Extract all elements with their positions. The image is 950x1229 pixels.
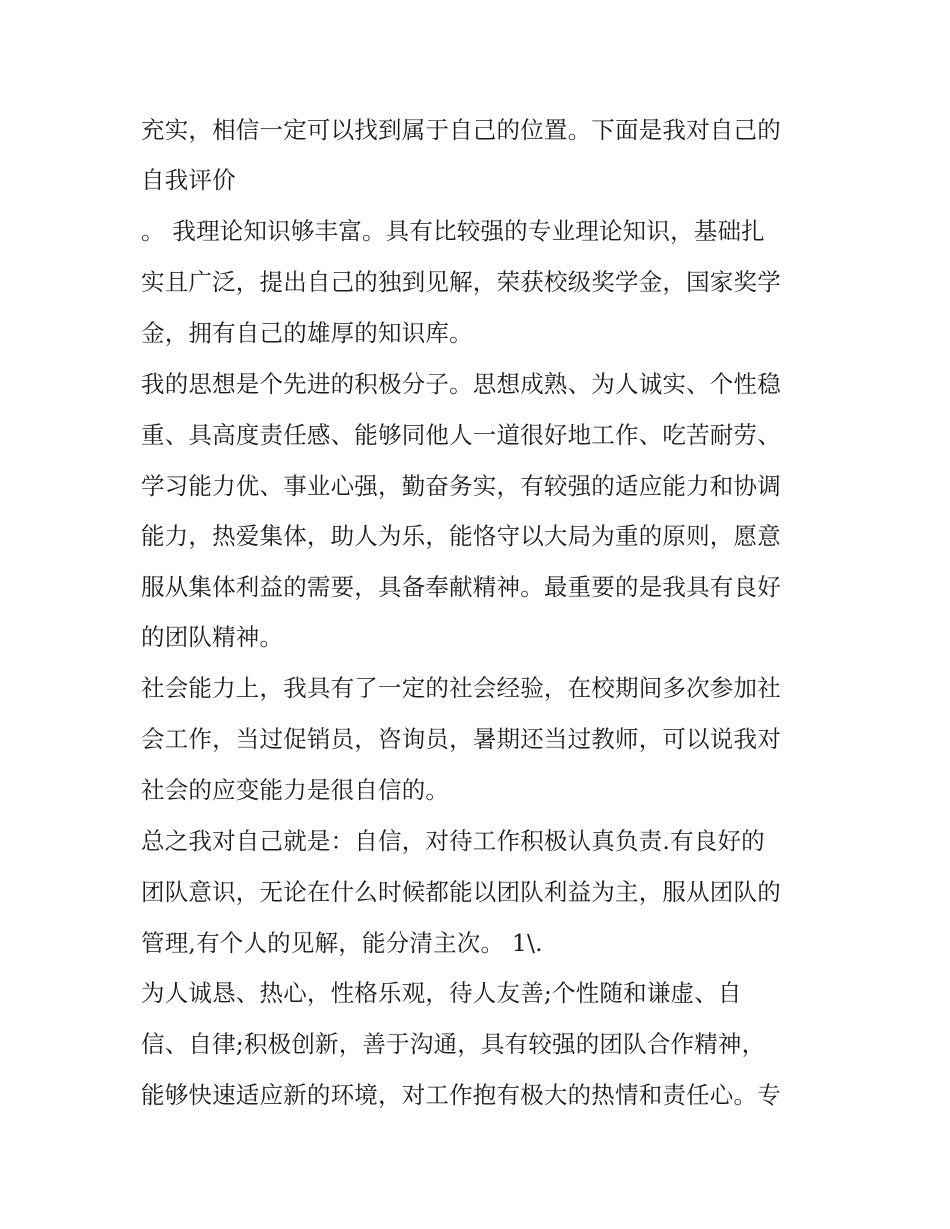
text-line: 会工作，当过促销员，咨询员，暑期还当过教师，可以说我对 bbox=[141, 725, 781, 753]
text-line: 自我评价 bbox=[141, 166, 236, 194]
text-line: 重、具高度责任感、能够同他人一道很好地工作、吃苦耐劳、 bbox=[141, 421, 781, 449]
text-line: 充实，相信一定可以找到属于自己的位置。下面是我对自己的 bbox=[141, 116, 781, 144]
text-line: 团队意识，无论在什么时候都能以团队利益为主，服从团队的 bbox=[141, 878, 781, 906]
text-line: 金，拥有自己的雄厚的知识库。 bbox=[141, 319, 473, 347]
text-line: 社会能力上，我具有了一定的社会经验，在校期间多次参加社 bbox=[141, 674, 781, 702]
text-line: 。 我理论知识够丰富。具有比较强的专业理论知识，基础扎 bbox=[141, 217, 765, 245]
text-line: 能力，热爱集体，助人为乐，能恪守以大局为重的原则，愿意 bbox=[141, 522, 781, 550]
text-line: 管理,有个人的见解，能分清主次。 1\. bbox=[141, 929, 543, 957]
text-line: 学习能力优、事业心强，勤奋务实，有较强的适应能力和协调 bbox=[141, 472, 781, 500]
text-line: 为人诚恳、热心，性格乐观，待人友善;个性随和谦虚、自 bbox=[141, 979, 742, 1007]
text-line: 实且广泛，提出自己的独到见解，荣获校级奖学金，国家奖学 bbox=[141, 268, 781, 296]
text-line: 信、自律;积极创新，善于沟通，具有较强的团队合作精神， bbox=[141, 1030, 766, 1058]
text-line: 我的思想是个先进的积极分子。思想成熟、为人诚实、个性稳 bbox=[141, 370, 781, 398]
text-line: 总之我对自己就是：自信，对待工作积极认真负责.有良好的 bbox=[141, 827, 765, 855]
text-line: 的团队精神。 bbox=[141, 623, 284, 651]
text-line: 能够快速适应新的环境，对工作抱有极大的热情和责任心。专 bbox=[141, 1081, 781, 1109]
text-line: 社会的应变能力是很自信的。 bbox=[141, 776, 450, 804]
text-line: 服从集体利益的需要，具备奉献精神。最重要的是我具有良好 bbox=[141, 573, 781, 601]
